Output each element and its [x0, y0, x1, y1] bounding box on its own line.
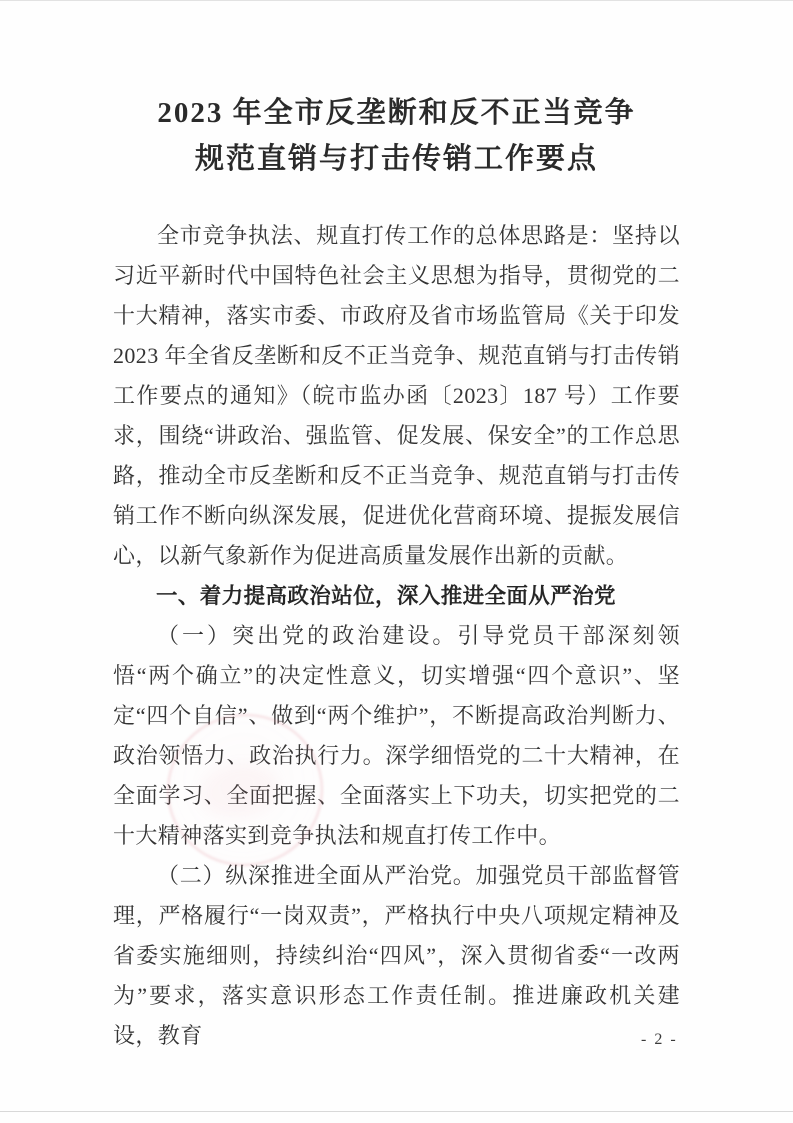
paragraph-section1-item2: （二）纵深推进全面从严治党。加强党员干部监督管理，严格履行“一岗双责”，严格执行中央八项规定精神及省委实施细则，持续纠治“四风”，深入贯彻省委“一改两为”要求，落实意识形态工作责任制。推进廉政机关建设，教育 [113, 863, 680, 1048]
page-number: - 2 - [641, 1031, 678, 1048]
seal-smudge [196, 760, 282, 823]
document-body [113, 216, 680, 1056]
document-title-line-2: 规范直销与打击传销工作要点 [194, 143, 598, 175]
paragraph-section1-item1: （一）突出党的政治建设。引导党员干部深刻领悟“两个确立”的决定性意义，切实增强“四个意识”、坚定“四个自信”、做到“两个维护”，不断提高政治判断力、政治领悟力、政治执行力。深学细悟党的二十大精神，在全面学习、全面把握、全面落实上下功夫，切实把党的二十大精神落实到竞争执法和规直打传工作中。 [113, 623, 680, 848]
section-heading-1: 一、着力提高政治站位，深入推进全面从严治党 [156, 584, 616, 608]
document-title [0, 90, 793, 182]
intro-paragraph: 全市竞争执法、规直打传工作的总体思路是：坚持以习近平新时代中国特色社会主义思想为指导，贯彻党的二十大精神，落实市委、市政府及省市场监管局《关于印发 2023 年全省反垄断和反不正当竞争、规范直销与打击传销工作要点的通知》（皖市监办函〔2023〕187 号）工作要求，围绕“讲政治、强监管、促发展、保安全”的工作总思路，推动全市反垄断和反不正当竞争、规范直销与打击传销工作不断向纵深发展，促进优化营商环境、提振发展信心，以新气象新作为促进高质量发展作出新的贡献。 [113, 223, 680, 568]
document-title-line-1: 2023 年全市反垄断和反不正当竞争 [157, 97, 636, 129]
